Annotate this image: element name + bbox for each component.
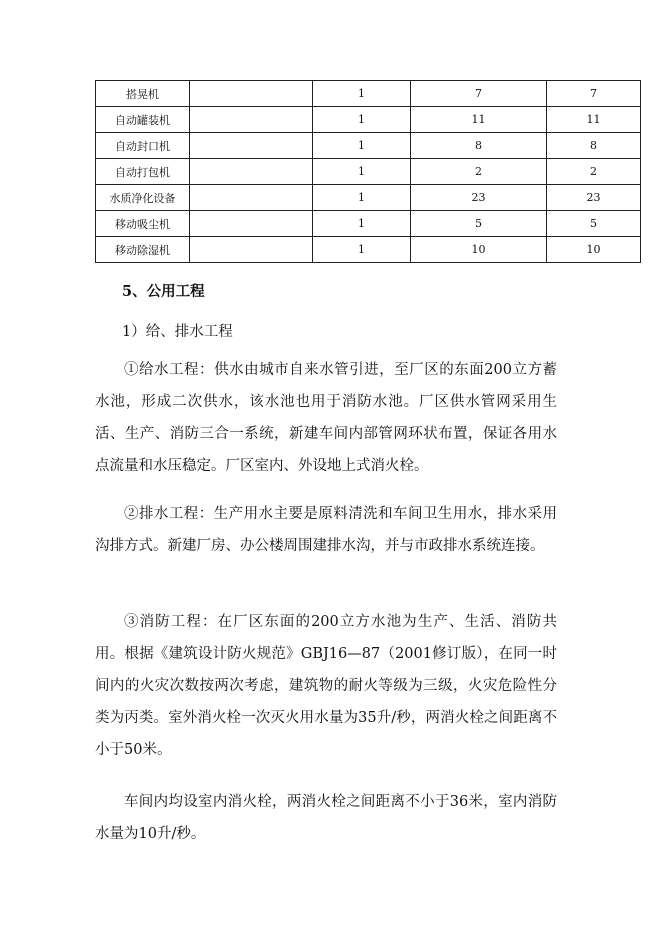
table-cell: 2 xyxy=(411,159,547,185)
paragraph-water-supply: ①给水工程：供水由城市自来水管引进，至厂区的东面200立方蓄水池，形成二次供水，该水池也用于消防水池。厂区供水管网采用生活、生产、消防三合一系统，新建车间内部管网环状布置，保证各用水点流量和水压稳定。厂区室内、外设地上式消火栓。 xyxy=(95,362,557,474)
table-cell: 8 xyxy=(547,133,641,159)
table-cell: 7 xyxy=(547,81,641,107)
table-cell: 移动除湿机 xyxy=(96,237,190,263)
table-cell xyxy=(190,185,313,211)
table-row xyxy=(96,133,641,159)
table-cell: 自动封口机 xyxy=(96,133,190,159)
table-cell: 2 xyxy=(547,159,641,185)
table-row xyxy=(96,107,641,133)
table-cell xyxy=(190,211,313,237)
paragraph-indoor-hydrants: 车间内均设室内消火栓，两消火栓之间距离不小于36米，室内消防水量为10升/秒。 xyxy=(95,794,557,842)
subsection-heading: 1）给、排水工程 xyxy=(122,324,233,340)
table-cell: 5 xyxy=(547,211,641,237)
table-cell: 移动吸尘机 xyxy=(96,211,190,237)
table-row xyxy=(96,81,641,107)
table-cell: 23 xyxy=(411,185,547,211)
table-row xyxy=(96,211,641,237)
table-row xyxy=(96,159,641,185)
table-cell: 5 xyxy=(411,211,547,237)
table-cell: 7 xyxy=(411,81,547,107)
section-heading: 5、公用工程 xyxy=(122,283,205,300)
table-cell xyxy=(190,81,313,107)
table-cell: 1 xyxy=(313,211,411,237)
table-cell: 10 xyxy=(547,237,641,263)
table-cell: 10 xyxy=(411,237,547,263)
table-cell: 1 xyxy=(313,237,411,263)
table-cell: 1 xyxy=(313,107,411,133)
table-cell: 水质净化设备 xyxy=(96,185,190,211)
table-cell: 1 xyxy=(313,159,411,185)
table-cell: 8 xyxy=(411,133,547,159)
table-cell: 搭晃机 xyxy=(96,81,190,107)
table-cell: 23 xyxy=(547,185,641,211)
paragraph-drainage: ②排水工程：生产用水主要是原料清洗和车间卫生用水，排水采用沟排方式。新建厂房、办公楼周围建排水沟，并与市政排水系统连接。 xyxy=(95,506,557,554)
table-cell xyxy=(190,133,313,159)
table-cell: 1 xyxy=(313,81,411,107)
table-cell: 自动打包机 xyxy=(96,159,190,185)
table-cell xyxy=(190,107,313,133)
table-row xyxy=(96,237,641,263)
table-cell: 11 xyxy=(547,107,641,133)
table-cell: 1 xyxy=(313,185,411,211)
table-cell: 1 xyxy=(313,133,411,159)
paragraph-fire-protection: ③消防工程：在厂区东面的200立方水池为生产、生活、消防共用。根据《建筑设计防火规范》GBJ16—87（2001修订版），在同一时间内的火灾次数按两次考虑，建筑物的耐火等级为三级，火灾危险性分类为丙类。室外消火栓一次灭火用水量为35升/秒，两消火栓之间距离不小于50米。 xyxy=(95,614,557,758)
table-cell: 11 xyxy=(411,107,547,133)
equipment-table xyxy=(95,80,641,263)
table-cell: 自动罐装机 xyxy=(96,107,190,133)
table-cell xyxy=(190,237,313,263)
table-cell xyxy=(190,159,313,185)
table-row xyxy=(96,185,641,211)
